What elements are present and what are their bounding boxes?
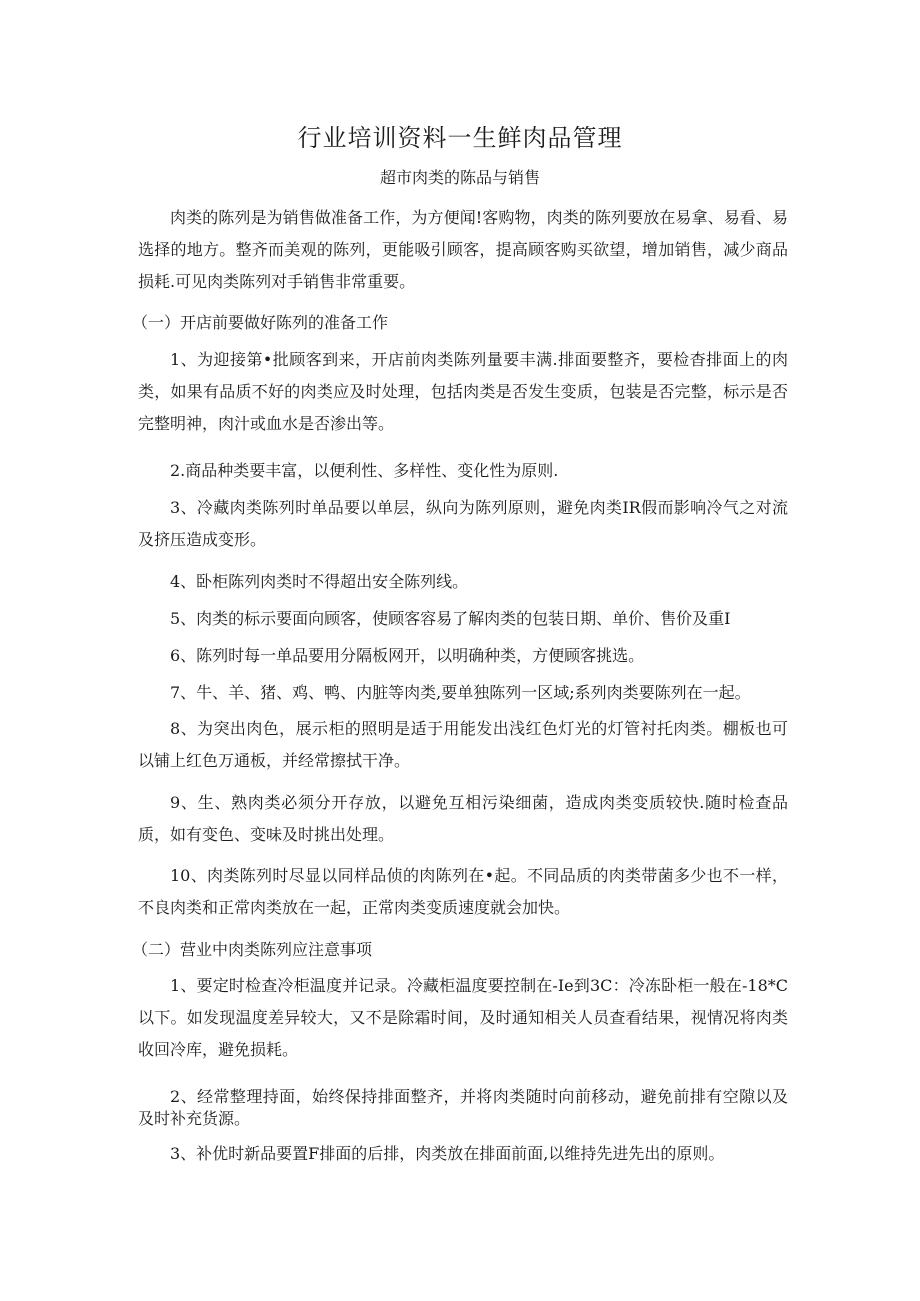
intro-paragraph: 肉类的陈列是为销售做准备工作，为方便闻!客购物，肉类的陈列要放在易拿、易看、易选择的地方。整齐而美观的陈列，更能吸引顾客，提高顾客购买欲望，增加销售，减少商品损耗.可见肉类陈列对手销售非常重要。: [138, 208, 788, 291]
page-title: 行业培训资料一生鲜肉品管理: [297, 124, 623, 152]
section1-item-6: 6、陈列时每一单品要用分隔板网开，以明确种类，方便顾客挑选。: [170, 646, 645, 665]
section1-item-4: 4、卧柜陈列肉类时不得超出安全陈列线。: [170, 572, 469, 591]
section-heading-2: （二）营业中肉类陈列应注意事项: [132, 940, 373, 959]
section2-item-2: 2、经常整理持面，始终保持排面整齐，并将肉类随时向前移动，避免前排有空隙以及及时补充货源。: [138, 1087, 788, 1128]
section1-item-3: 3、冷藏肉类陈列时单品要以单层，纵向为陈列原则，避免肉类IR假而影响冷气之对流及挤压造成变形。: [138, 498, 788, 549]
section1-item-5: 5、肉类的标示要面向顾客，使顾客容易了解肉类的包装日期、单价、售价及重I: [170, 609, 731, 628]
section1-item-9: 9、生、熟肉类必须分开存放，以避免互相污染细菌，造成肉类变质较快.随时检查品质，如有变色、变味及时挑出处理。: [138, 793, 788, 844]
section1-item-8: 8、为突出肉色，展示柜的照明是适于用能发出浅红色灯光的灯管衬托肉类。棚板也可以铺上红色万通板，并经常擦拭干净。: [138, 719, 788, 770]
section1-item-10: 10、肉类陈列时尽显以同样品侦的肉陈列在•起。不同品质的肉类带菌多少也不一样，不良肉类和正常肉类放在一起，正常肉类变质速度就会加快。: [138, 866, 788, 917]
section2-item-3: 3、补优时新品要置F排面的后排，肉类放在排面前面,以维持先进先出的原则。: [170, 1144, 725, 1163]
section1-item-2: 2.商品种类要丰富，以便利性、多样性、变化性为原则.: [170, 461, 559, 480]
section-heading-1: （一）开店前要做好陈列的准备工作: [132, 313, 389, 332]
section1-item-7: 7、牛、羊、猪、鸡、鸭、内脏等肉类,要单独陈列一区域;系列肉类要陈列在一起。: [170, 683, 751, 702]
section2-item-1: 1、要定时检查冷柜温度并记录。冷藏柜温度要控制在-Ie到3C：冷冻卧柜一般在-18*C以下。如发现温度差异较大，又不是除霜时间，及时通知相关人员查看结果，视情况将肉类收回冷库，避免损耗。: [138, 976, 788, 1059]
section1-item-1: 1、为迎接第•批顾客到来，开店前肉类陈列量要丰满.排面要整齐，要检杳排面上的肉类，如果有品质不好的肉类应及时处理，包括肉类是否发生变质，包装是否完整，标示是否完整明神，肉汁或血水是否渗出等。: [138, 350, 788, 433]
page-subtitle: 超市肉类的陈品与销售: [379, 168, 540, 187]
